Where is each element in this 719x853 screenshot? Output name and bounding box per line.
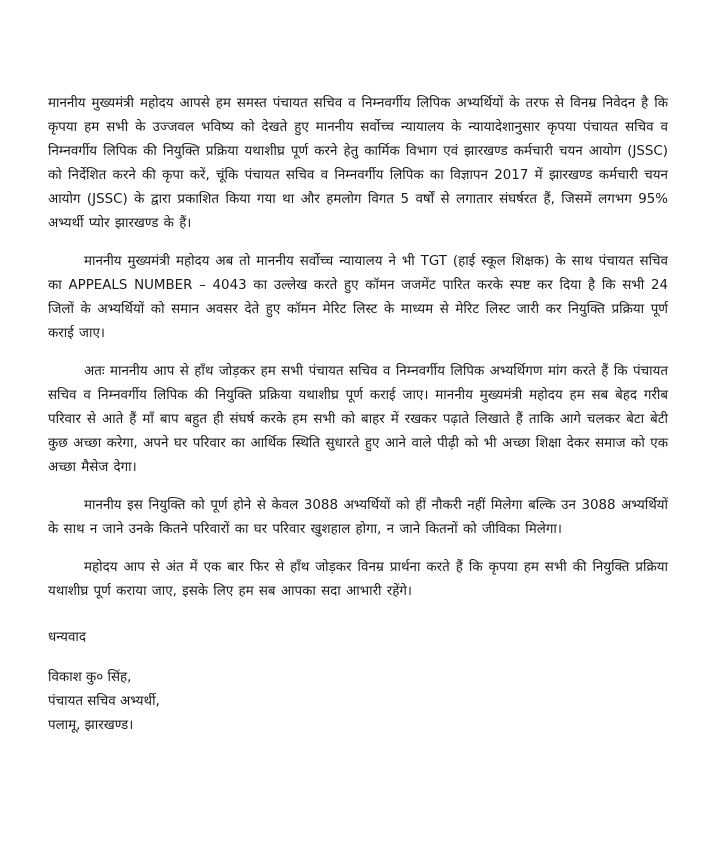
paragraph-3: अतः माननीय आप से हाँथ जोड़कर हम सभी पंचायत सचिव व निम्नवर्गीय लिपिक अभ्यर्थिगण मांग करते हैं कि पंचायत सचिव व निम्नवर्गीय लिपिक की नियुक्ति प्रक्रिया यथाशीघ्र पूर्ण कराई जाए। माननीय मुख्यमंत्री महोदय हम सब बेहद गरीब परिवार से आते हैं माँ बाप बहुत ही संघर्ष करके हम सभी को बाहर में रखकर पढ़ाते लिखाते हैं ताकि आगे चलकर बेटा बेटी कुछ अच्छा करेगा, अपने घर परिवार का आर्थिक स्थिति सुधारते हुए आने वाले पीढ़ी को भी अच्छा शिक्षा देकर समाज को एक अच्छा मैसेज देगा। [48, 364, 668, 475]
letter-body [48, 92, 668, 738]
paragraph-2: माननीय मुख्यमंत्री महोदय अब तो माननीय सर्वोच्च न्यायालय ने भी TGT (हाई स्कूल शिक्षक) के साथ पंचायत सचिव का APPEALS NUMBER – 4043 का उल्लेख करते हुए कॉमन जजमेंट पारित करके स्पष्ट कर दिया है कि सभी 24 जिलों के अभ्यर्थियों को समान अवसर देते हुए कॉमन मेरिट लिस्ट के माध्यम से मेरिट लिस्ट जारी कर नियुक्ति प्रक्रिया पूर्ण कराई जाए। [48, 254, 668, 341]
signature-location: पलामू, झारखण्ड। [48, 718, 134, 733]
closing-salutation: धन्यवाद [48, 630, 86, 645]
signature-designation: पंचायत सचिव अभ्यर्थी, [48, 694, 160, 709]
signature-name: विकाश कु० सिंह, [48, 670, 132, 685]
paragraph-4: माननीय इस नियुक्ति को पूर्ण होने से केवल 3088 अभ्यर्थियों को हीं नौकरी नहीं मिलेगा बल्कि उन 3088 अभ्यर्थियों के साथ न जाने उनके कितने परिवारों का घर परिवार खुशहाल होगा, न जाने कितनों को जीविका मिलेगा। [48, 498, 668, 537]
signature-block [48, 666, 668, 738]
paragraph-5: महोदय आप से अंत में एक बार फिर से हाँथ जोड़कर विनम्र प्रार्थना करते हैं कि कृपया हम सभी की नियुक्ति प्रक्रिया यथाशीघ्र पूर्ण कराया जाए, इसके लिए हम सब आपका सदा आभारी रहेंगे। [48, 560, 668, 599]
paragraph-1: माननीय मुख्यमंत्री महोदय आपसे हम समस्त पंचायत सचिव व निम्नवर्गीय लिपिक अभ्यर्थियों के तरफ से विनम्र निवेदन है कि कृपया हम सभी के उज्जवल भविष्य को देखते हुए माननीय सर्वोच्च न्यायालय के न्यायादेशानुसार कृपया पंचायत सचिव व निम्नवर्गीय लिपिक की नियुक्ति प्रक्रिया यथाशीघ्र पूर्ण करने हेतु कार्मिक विभाग एवं झारखण्ड कर्मचारी चयन आयोग (JSSC) को निर्देशित करने की कृपा करें, चूंकि पंचायत सचिव व निम्नवर्गीय लिपिक का विज्ञापन 2017 में झारखण्ड कर्मचारी चयन आयोग (JSSC) के द्वारा प्रकाशित किया गया था और हमलोग विगत 5 वर्षों से लगातार संघर्षरत हैं, जिसमें लगभग 95% अभ्यर्थी प्योर झारखण्ड के हैं। [48, 96, 668, 231]
